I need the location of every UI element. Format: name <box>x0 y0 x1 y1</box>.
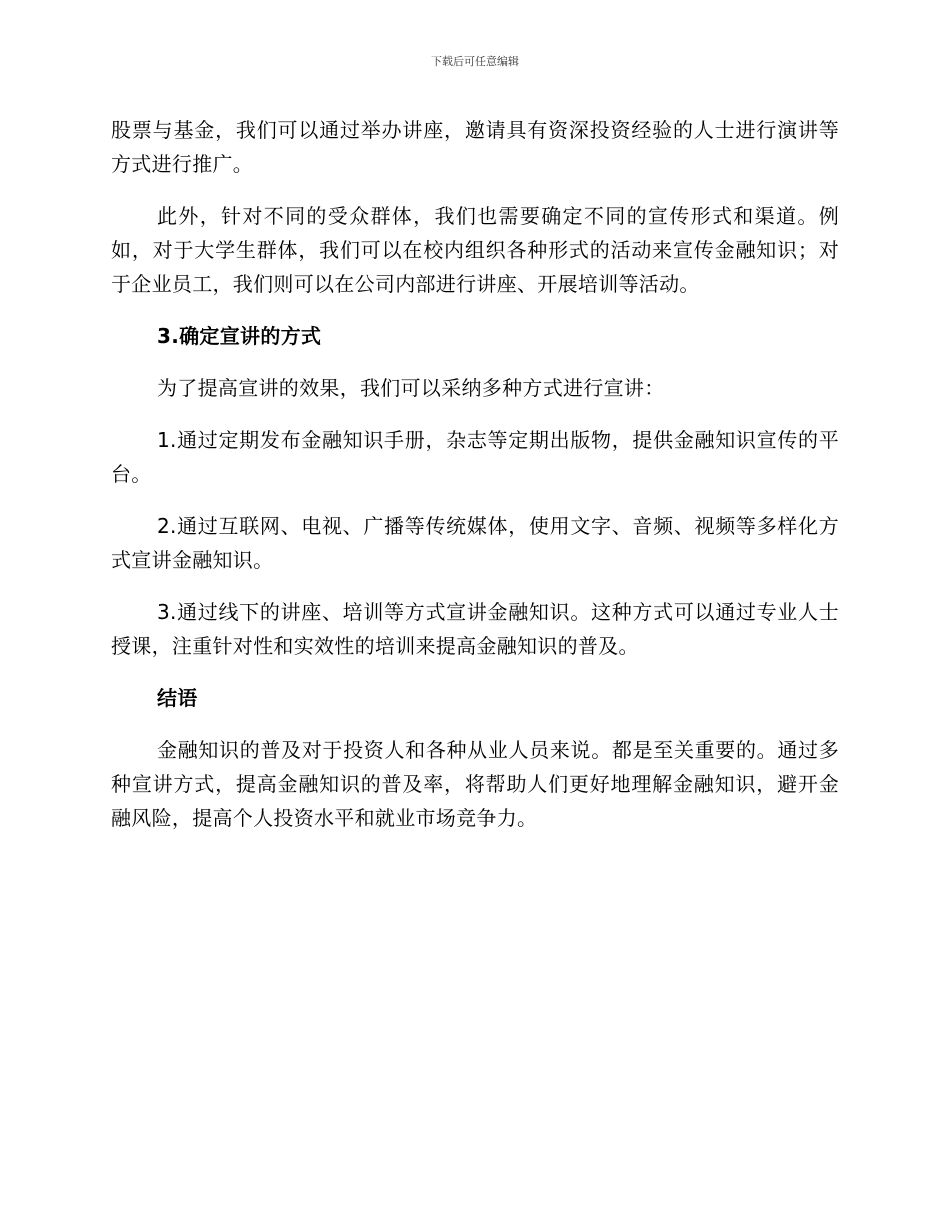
list-item-1: 1.通过定期发布金融知识手册，杂志等定期出版物，提供金融知识宣传的平台。 <box>111 428 839 486</box>
section-heading: 3.确定宣讲的方式 <box>157 324 322 348</box>
conclusion-heading: 结语 <box>157 686 198 710</box>
conclusion-paragraph: 金融知识的普及对于投资人和各种从业人员来说。都是至关重要的。通过多种宣讲方式，提高金融知识的普及率，将帮助人们更好地理解金融知识，避开金融风险，提高个人投资水平和就业市场竞争力。 <box>111 738 839 830</box>
document-body <box>111 113 839 835</box>
page-header: 下载后可任意编辑 <box>431 55 519 68</box>
paragraph-audience: 此外，针对不同的受众群体，我们也需要确定不同的宣传形式和渠道。例如，对于大学生群体，我们可以在校内组织各种形式的活动来宣传金融知识；对于企业员工，我们则可以在公司内部进行讲座、开展培训等活动。 <box>111 204 839 296</box>
paragraph-continued: 股票与基金，我们可以通过举办讲座，邀请具有资深投资经验的人士进行演讲等方式进行推广。 <box>111 118 839 176</box>
list-item-3: 3.通过线下的讲座、培训等方式宣讲金融知识。这种方式可以通过专业人士授课，注重针对性和实效性的培训来提高金融知识的普及。 <box>111 600 839 658</box>
list-item-2: 2.通过互联网、电视、广播等传统媒体，使用文字、音频、视频等多样化方式宣讲金融知识。 <box>111 514 839 572</box>
paragraph-intro: 为了提高宣讲的效果，我们可以采纳多种方式进行宣讲： <box>157 376 665 400</box>
